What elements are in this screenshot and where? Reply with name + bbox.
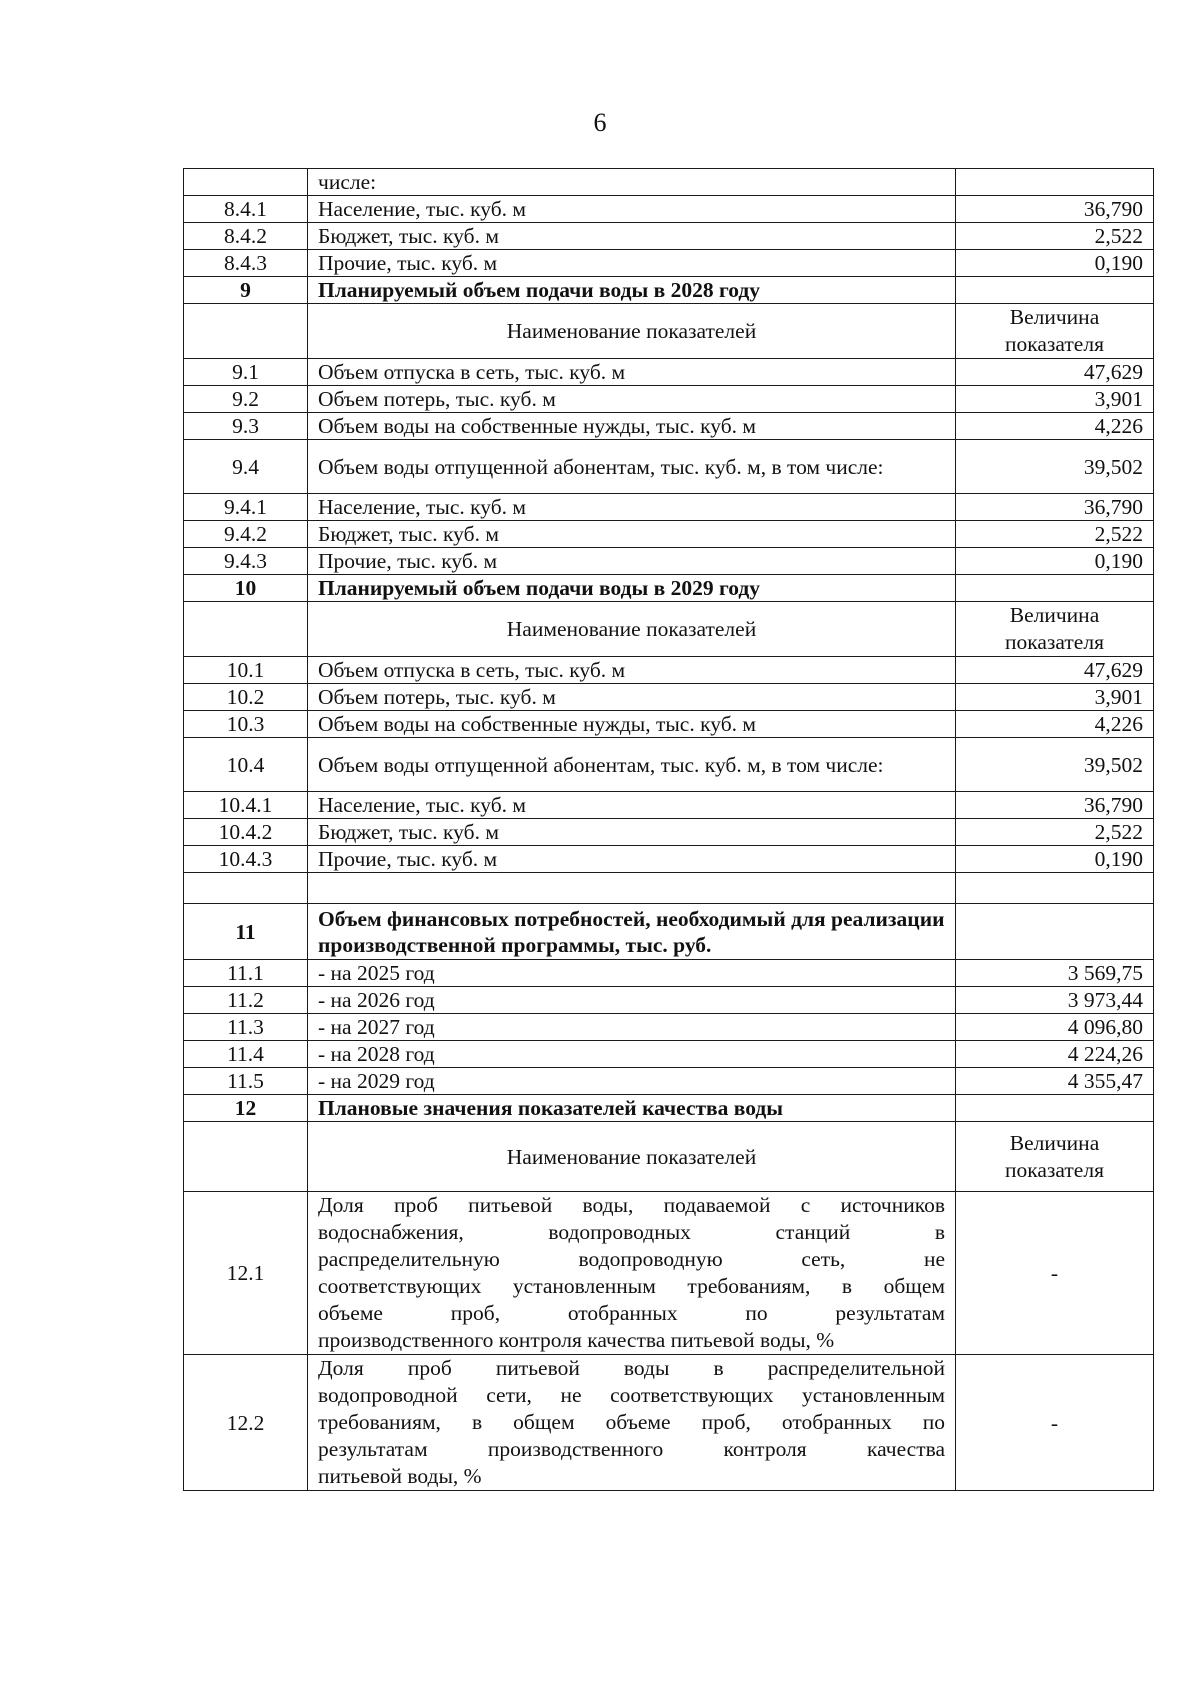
indicator-name-line: питьевой воды, % bbox=[318, 1464, 482, 1488]
table-row bbox=[184, 846, 1154, 873]
indicator-name: Плановые значения показателей качества воды bbox=[308, 1095, 956, 1122]
page-number: 6 bbox=[593, 108, 607, 137]
table-row bbox=[184, 602, 1154, 657]
indicator-value: 36,790 bbox=[956, 792, 1154, 819]
indicator-name: Объем отпуска в сеть, тыс. куб. м bbox=[308, 657, 956, 684]
table-row bbox=[184, 987, 1154, 1014]
indicator-name: Планируемый объем подачи воды в 2029 году bbox=[308, 575, 956, 602]
row-number: 8.4.3 bbox=[184, 250, 308, 277]
indicator-name: Объем потерь, тыс. куб. м bbox=[308, 684, 956, 711]
indicator-name-line: требованиям, в общем объеме проб, отобранных по bbox=[318, 1410, 945, 1434]
row-number: 9.4 bbox=[184, 440, 308, 494]
row-number: 9.1 bbox=[184, 359, 308, 386]
table-row bbox=[184, 521, 1154, 548]
row-number: 9.4.2 bbox=[184, 521, 308, 548]
table-row bbox=[184, 1095, 1154, 1122]
row-number: 10.2 bbox=[184, 684, 308, 711]
table-row bbox=[184, 711, 1154, 738]
indicator-value: 47,629 bbox=[956, 359, 1154, 386]
table-row bbox=[184, 304, 1154, 359]
indicator-value: 2,522 bbox=[956, 223, 1154, 250]
indicator-value bbox=[956, 873, 1154, 904]
indicator-name: числе: bbox=[308, 169, 956, 196]
table-row bbox=[184, 904, 1154, 960]
indicator-name: Население, тыс. куб. м bbox=[308, 792, 956, 819]
row-number: 10.4.3 bbox=[184, 846, 308, 873]
row-number bbox=[184, 169, 308, 196]
table-row bbox=[184, 684, 1154, 711]
row-number: 10.3 bbox=[184, 711, 308, 738]
indicator-name: Объем финансовых потребностей, необходимый для реализации производственной программы, тыс. руб. bbox=[308, 904, 956, 960]
table-row bbox=[184, 169, 1154, 196]
table-row bbox=[184, 575, 1154, 602]
indicator-value bbox=[956, 1095, 1154, 1122]
table-row bbox=[184, 1122, 1154, 1192]
row-number bbox=[184, 873, 308, 904]
indicator-name: - на 2026 год bbox=[308, 987, 956, 1014]
row-number bbox=[184, 602, 308, 657]
table-row bbox=[184, 1355, 1154, 1491]
row-number: 11.3 bbox=[184, 1014, 308, 1041]
indicator-value: 0,190 bbox=[956, 548, 1154, 575]
indicator-name: Бюджет, тыс. куб. м bbox=[308, 521, 956, 548]
indicator-name-line: соответствующих установленным требованиям, в общем bbox=[318, 1274, 945, 1298]
indicator-value: 2,522 bbox=[956, 521, 1154, 548]
table-row bbox=[184, 548, 1154, 575]
indicator-name: - на 2025 год bbox=[308, 960, 956, 987]
row-number: 11 bbox=[184, 904, 308, 960]
indicator-name bbox=[308, 873, 956, 904]
table-row bbox=[184, 819, 1154, 846]
row-number bbox=[184, 1122, 308, 1192]
indicator-name: Наименование показателей bbox=[308, 304, 956, 359]
table-row bbox=[184, 277, 1154, 304]
indicators-table bbox=[183, 168, 1154, 1491]
indicator-value bbox=[956, 904, 1154, 960]
row-number: 11.1 bbox=[184, 960, 308, 987]
table-row bbox=[184, 250, 1154, 277]
table-row bbox=[184, 1041, 1154, 1068]
indicator-value: Величина показателя bbox=[956, 1122, 1154, 1192]
row-number: 12 bbox=[184, 1095, 308, 1122]
indicator-value: 4 355,47 bbox=[956, 1068, 1154, 1095]
indicator-name: Население, тыс. куб. м bbox=[308, 494, 956, 521]
indicator-value: 4,226 bbox=[956, 413, 1154, 440]
row-number: 9 bbox=[184, 277, 308, 304]
row-number: 10 bbox=[184, 575, 308, 602]
row-number: 11.2 bbox=[184, 987, 308, 1014]
table-row bbox=[184, 657, 1154, 684]
indicator-name: Объем отпуска в сеть, тыс. куб. м bbox=[308, 359, 956, 386]
indicator-value: 3,901 bbox=[956, 386, 1154, 413]
row-number bbox=[184, 304, 308, 359]
indicator-value bbox=[956, 575, 1154, 602]
row-number: 8.4.1 bbox=[184, 196, 308, 223]
table-row bbox=[184, 359, 1154, 386]
indicator-name: - на 2029 год bbox=[308, 1068, 956, 1095]
table-row bbox=[184, 413, 1154, 440]
indicator-name: Наименование показателей bbox=[308, 602, 956, 657]
indicator-value: 4 096,80 bbox=[956, 1014, 1154, 1041]
table-row bbox=[184, 1068, 1154, 1095]
indicator-name: Наименование показателей bbox=[308, 1122, 956, 1192]
table-row bbox=[184, 494, 1154, 521]
indicator-value: Величина показателя bbox=[956, 304, 1154, 359]
indicator-name: - на 2027 год bbox=[308, 1014, 956, 1041]
indicator-name: Объем воды на собственные нужды, тыс. куб. м bbox=[308, 711, 956, 738]
indicator-name-line: водоснабжения, водопроводных станций в bbox=[318, 1220, 945, 1244]
indicator-value: 36,790 bbox=[956, 196, 1154, 223]
row-number: 10.1 bbox=[184, 657, 308, 684]
indicator-name-line: Доля проб питьевой воды в распределительной bbox=[318, 1356, 945, 1380]
indicator-name: - на 2028 год bbox=[308, 1041, 956, 1068]
row-number: 9.4.1 bbox=[184, 494, 308, 521]
table-row bbox=[184, 196, 1154, 223]
indicator-name: Население, тыс. куб. м bbox=[308, 196, 956, 223]
indicator-value: - bbox=[956, 1192, 1154, 1355]
row-number: 12.1 bbox=[184, 1192, 308, 1355]
indicator-name: Объем воды отпущенной абонентам, тыс. куб. м, в том числе: bbox=[308, 440, 956, 494]
table-row bbox=[184, 873, 1154, 904]
row-number: 11.5 bbox=[184, 1068, 308, 1095]
row-number: 10.4.1 bbox=[184, 792, 308, 819]
indicator-name: Прочие, тыс. куб. м bbox=[308, 846, 956, 873]
table-row bbox=[184, 792, 1154, 819]
table-row bbox=[184, 738, 1154, 792]
indicator-name: Объем воды на собственные нужды, тыс. куб. м bbox=[308, 413, 956, 440]
row-number: 10.4.2 bbox=[184, 819, 308, 846]
row-number: 8.4.2 bbox=[184, 223, 308, 250]
indicator-name: Объем потерь, тыс. куб. м bbox=[308, 386, 956, 413]
table-row bbox=[184, 1014, 1154, 1041]
indicator-value bbox=[956, 169, 1154, 196]
indicator-name-line: водопроводной сети, не соответствующих установленным bbox=[318, 1383, 945, 1407]
indicator-name-line: распределительную водопроводную сеть, не bbox=[318, 1247, 945, 1271]
row-number: 9.2 bbox=[184, 386, 308, 413]
indicator-name-line: производственного контроля качества питьевой воды, % bbox=[318, 1328, 835, 1352]
indicator-name-line: результатам производственного контроля качества bbox=[318, 1437, 945, 1461]
indicator-value: 4,226 bbox=[956, 711, 1154, 738]
indicator-name-line: Доля проб питьевой воды, подаваемой с источников bbox=[318, 1193, 945, 1217]
indicator-value: 0,190 bbox=[956, 846, 1154, 873]
row-number: 12.2 bbox=[184, 1355, 308, 1491]
indicator-name: Прочие, тыс. куб. м bbox=[308, 250, 956, 277]
table-row bbox=[184, 1192, 1154, 1355]
indicator-name bbox=[308, 1355, 956, 1491]
row-number: 9.4.3 bbox=[184, 548, 308, 575]
indicator-name: Объем воды отпущенной абонентам, тыс. куб. м, в том числе: bbox=[308, 738, 956, 792]
table-row bbox=[184, 223, 1154, 250]
indicator-value: 3,901 bbox=[956, 684, 1154, 711]
indicator-value: Величина показателя bbox=[956, 602, 1154, 657]
indicator-name bbox=[308, 1192, 956, 1355]
indicator-value: 4 224,26 bbox=[956, 1041, 1154, 1068]
row-number: 10.4 bbox=[184, 738, 308, 792]
indicator-name: Бюджет, тыс. куб. м bbox=[308, 223, 956, 250]
table-row bbox=[184, 386, 1154, 413]
indicator-value: 36,790 bbox=[956, 494, 1154, 521]
table-row bbox=[184, 960, 1154, 987]
indicator-value: - bbox=[956, 1355, 1154, 1491]
indicator-value: 39,502 bbox=[956, 738, 1154, 792]
indicator-value bbox=[956, 277, 1154, 304]
indicator-value: 3 973,44 bbox=[956, 987, 1154, 1014]
row-number: 9.3 bbox=[184, 413, 308, 440]
indicator-value: 47,629 bbox=[956, 657, 1154, 684]
table-row bbox=[184, 440, 1154, 494]
indicator-name: Планируемый объем подачи воды в 2028 году bbox=[308, 277, 956, 304]
indicator-value: 2,522 bbox=[956, 819, 1154, 846]
indicator-name: Прочие, тыс. куб. м bbox=[308, 548, 956, 575]
indicator-value: 0,190 bbox=[956, 250, 1154, 277]
indicator-value: 39,502 bbox=[956, 440, 1154, 494]
indicator-value: 3 569,75 bbox=[956, 960, 1154, 987]
indicator-name: Бюджет, тыс. куб. м bbox=[308, 819, 956, 846]
row-number: 11.4 bbox=[184, 1041, 308, 1068]
indicator-name-line: объеме проб, отобранных по результатам bbox=[318, 1301, 945, 1325]
